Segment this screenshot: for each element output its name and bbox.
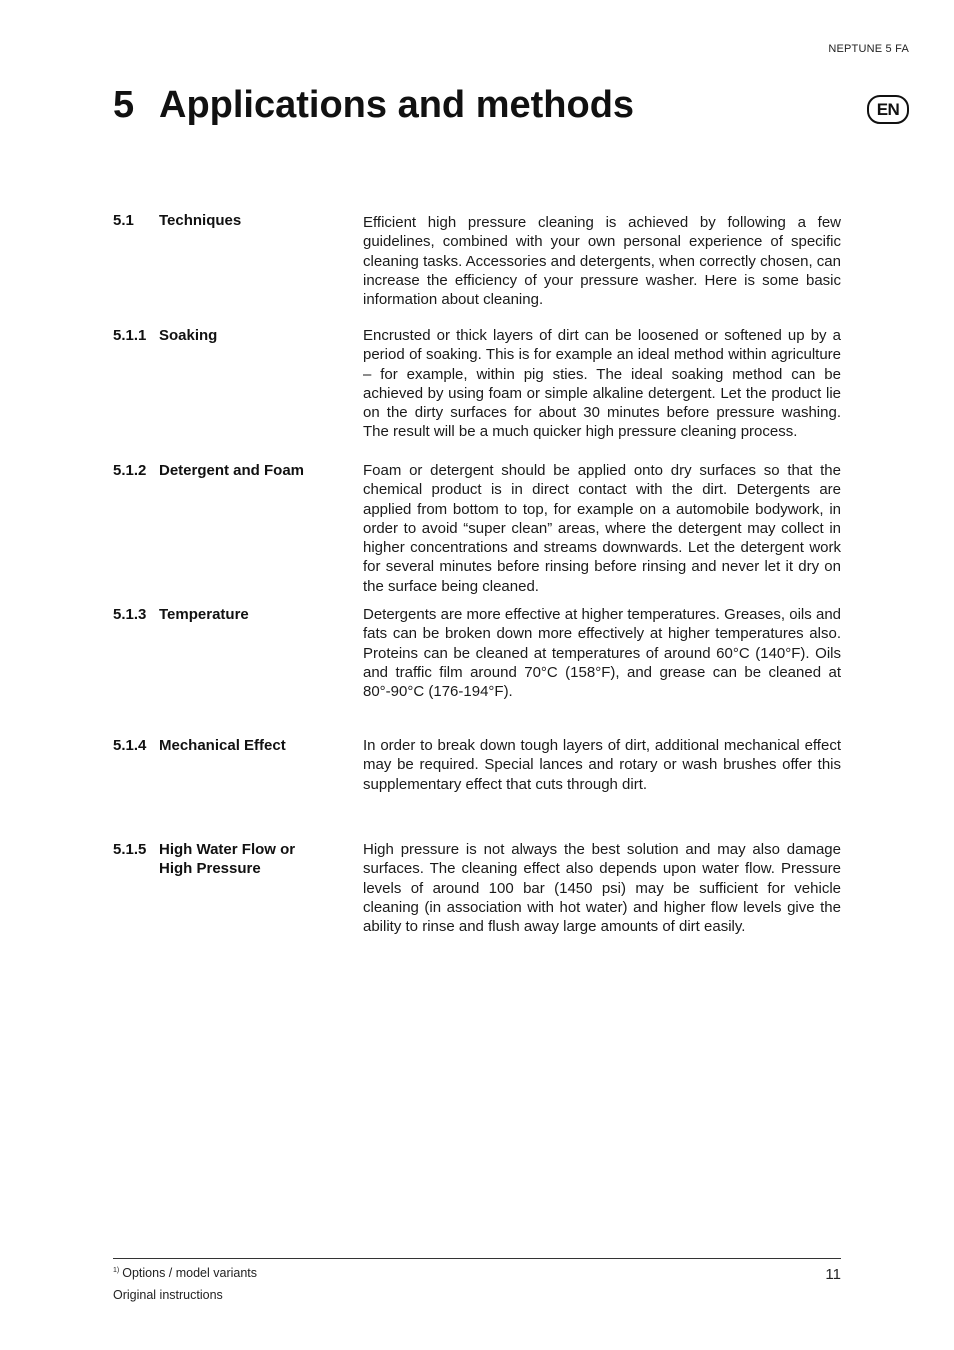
section-title: Detergent and Foam [159,462,305,479]
chapter-title-text: Applications and methods [159,84,635,126]
language-badge: EN [867,95,909,124]
section-body: Encrusted or thick layers of dirt can be loosened or softened up by a period of soaking. This is for example an ideal method within agriculture – for example, within pig sties. The ideal soaking method can be achieved by using foam or simple alkaline detergent. Let the product lie on the dirty surfaces for about 30 minutes before pressure washing. The result will be a much quicker high pressure cleaning process. [363,327,841,441]
section-number: 5.1.4 [113,737,147,754]
section-title: Mechanical Effect [159,737,286,754]
section-heading [113,326,353,345]
section-number: 5.1 [113,212,134,229]
footer-divider [113,1258,841,1259]
section-body: High pressure is not always the best solution and may also damage surfaces. The cleaning effect also depends upon water flow. Pressure levels of around 100 bar (1450 psi) may be sufficient for vehicle cleaning (in association with hot water) and higher flow levels give the ability to rinse and flush away large amounts of dirt easily. [363,841,841,936]
section-body: Efficient high pressure cleaning is achieved by following a few guidelines, combined with your own personal experience of specific cleaning tasks. Accessories and detergents, when correctly chosen, can increase the efficiency of your pressure washer. Here is some basic information about cleaning. [363,214,841,309]
section-title: High Water Flow or High Pressure [159,841,296,878]
section-number: 5.1.3 [113,606,147,623]
section-number: 5.1.2 [113,462,147,479]
section-body: Detergents are more effective at higher temperatures. Greases, oils and fats can be broken down more effectively at higher temperatures also. Proteins can be cleaned at temperatures of around 60°C (140°F). Oils and traffic film around 70°C (158°F), and grease can be cleaned at 80°-90°C (176-194°F). [363,606,841,701]
section-heading [113,840,353,878]
section-number: 5.1.1 [113,327,147,344]
page-number: 11 [825,1266,841,1283]
footnote-marker: 1) [113,1267,120,1274]
footnote [113,1266,257,1280]
section-title: Temperature [159,606,249,623]
section-title: Techniques [159,212,242,229]
section-number: 5.1.5 [113,841,147,858]
section-heading [113,461,353,480]
model-header: NEPTUNE 5 FA [828,43,909,55]
section-body: Foam or detergent should be applied onto dry surfaces so that the chemical product is in direct contact with the dirt. Detergents are applied from bottom to top, for example on a automobile bodywork, in order to avoid “super clean” areas, where the detergent may collect in higher concentrations and streams downwards. Let the detergent work for several minutes before rinsing before rinsing and never let it dry on the surface being cleaned. [363,462,841,595]
chapter-title [113,84,634,127]
section-heading [113,211,353,230]
footnote-text: Options / model variants [122,1266,258,1280]
chapter-number: 5 [113,84,135,126]
section-body: In order to break down tough layers of dirt, additional mechanical effect may be required. Special lances and rotary or wash brushes offer this supplementary effect that cuts through dirt. [363,737,841,793]
section-title: Soaking [159,327,218,344]
original-instructions: Original instructions [113,1288,223,1302]
section-heading [113,605,353,624]
section-heading [113,736,353,755]
